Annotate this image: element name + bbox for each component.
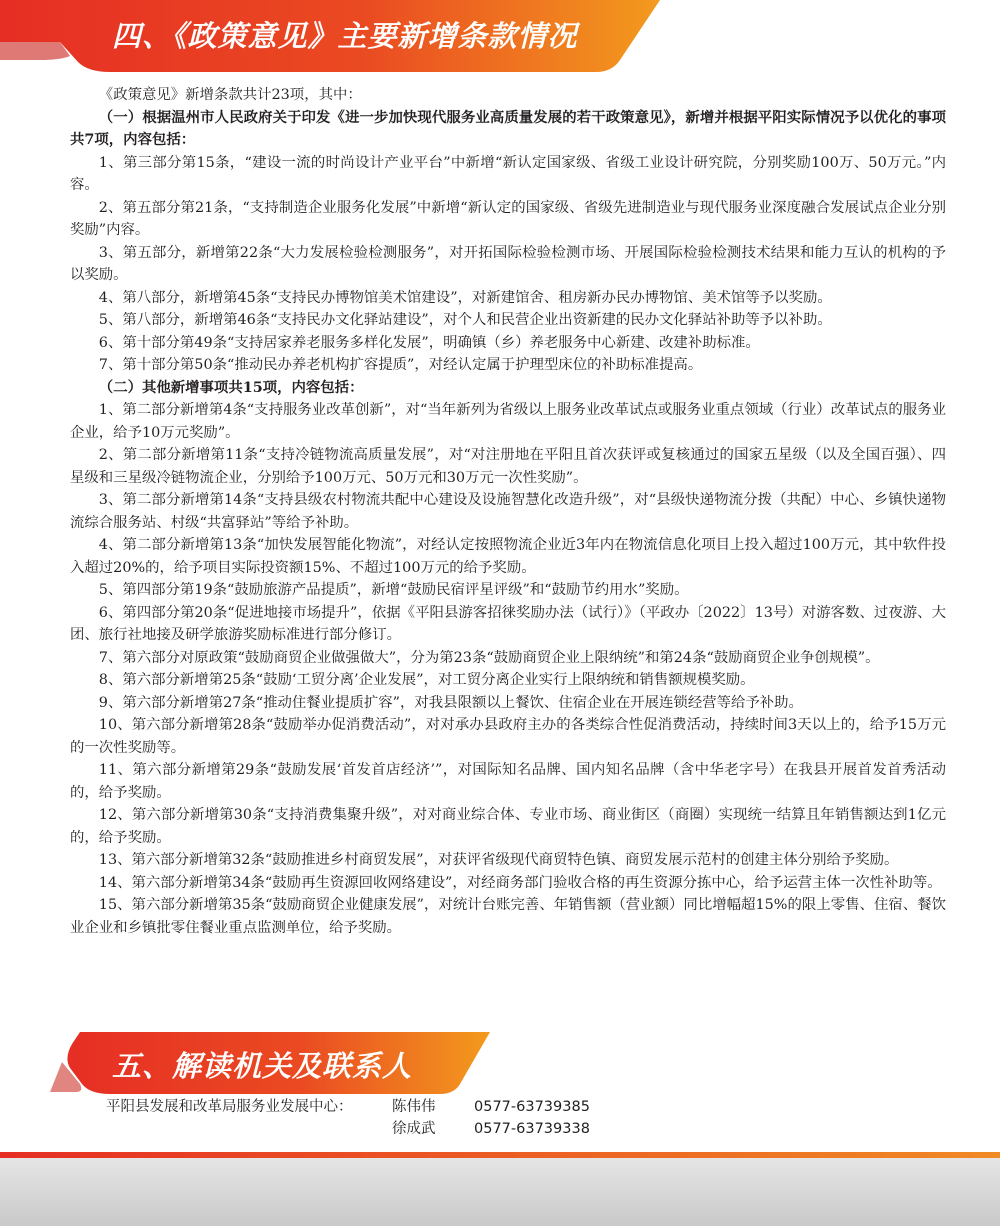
section-5-banner	[0, 1022, 500, 1096]
footer-decoration	[0, 1152, 1000, 1226]
contact-name: 陈伟伟	[392, 1099, 436, 1115]
list-item: 11、第六部分新增第29条“鼓励发展‘首发首店经济’”，对国际知名品牌、国内知名品牌（含中华老字号）在我县开展首发首秀活动的，给予奖励。	[70, 762, 946, 801]
list-item: 13、第六部分新增第32条“鼓励推进乡村商贸发展”，对获评省级现代商贸特色镇、商贸发展示范村的创建主体分别给予奖励。	[98, 852, 899, 868]
list-item: 14、第六部分新增第34条“鼓励再生资源回收网络建设”，对经商务部门验收合格的再生资源分拣中心，给予运营主体一次性补助等。	[98, 874, 942, 891]
list-item: 5、第四部分第19条“鼓励旅游产品提质”，新增“鼓励民宿评星评级”和“鼓励节约用水”奖励。	[98, 582, 689, 598]
list-item: 6、第十部分第49条“支持居家养老服务多样化发展”，明确镇（乡）养老服务中心新建、改建补助标准。	[98, 334, 760, 351]
list-item: 8、第六部分新增第25条“鼓励‘工贸分离’企业发展”，对工贸分离企业实行上限纳统和销售额规模奖励。	[98, 672, 755, 688]
section-4-banner	[0, 0, 660, 74]
list-item: 5、第八部分，新增第46条“支持民办文化驿站建设”，对个人和民营企业出资新建的民办文化驿站补助等予以补助。	[98, 312, 832, 328]
contact-organization: 平阳县发展和改革局服务业发展中心：	[106, 1099, 353, 1115]
list-item: 12、第六部分新增第30条“支持消费集聚升级”，对对商业综合体、专业市场、商业街区（商圈）实现统一结算且年销售额达到1亿元的，给予奖励。	[70, 807, 946, 846]
list-item: 7、第十部分第50条“推动民办养老机构扩容提质”，对经认定属于护理型床位的补助标准提高。	[98, 357, 703, 373]
list-item: 7、第六部分对原政策“鼓励商贸企业做强做大”，分为第23条“鼓励商贸企业上限纳统”和第24条“鼓励商贸企业争创规模”。	[98, 649, 880, 666]
list-item: 9、第六部分新增第27条“推动住餐业提质扩容”，对我县限额以上餐饮、住宿企业在开展连锁经营等给予补助。	[98, 694, 803, 711]
list-item: 4、第八部分，新增第45条“支持民办博物馆美术馆建设”，对新建馆舍、租房新办民办博物馆、美术馆等予以奖励。	[98, 289, 832, 306]
list-item: 4、第二部分新增第13条“加快发展智能化物流”，对经认定按照物流企业近3年内在物流信息化项目上投入超过100万元，其中软件投入超过20%的，给予项目实际投资额15%、不超过100万元的给予奖励。	[70, 537, 946, 576]
list-item: 1、第二部分新增第4条“支持服务业改革创新”，对“当年新列为省级以上服务业改革试点或服务业重点领域（行业）改革试点的服务业企业，给予10万元奖励”。	[70, 402, 946, 441]
list-item: 2、第五部分第21条，“支持制造企业服务化发展”中新增“新认定的国家级、省级先进制造业与现代服务业深度融合发展试点企业分别奖励”内容。	[70, 199, 946, 238]
list-item: 15、第六部分新增第35条“鼓励商贸企业健康发展”，对统计台账完善、年销售额（营业额）同比增幅超15%的限上零售、住宿、餐饮业企业和乡镇批零住餐业重点监测单位，给予奖励。	[70, 897, 946, 936]
contact-phone: 0577-63739385	[474, 1099, 590, 1115]
section-5-title: 五、解读机关及联系人	[112, 1049, 413, 1083]
footer-accent-line	[0, 1152, 1000, 1158]
list-item: 1、第三部分第15条，“建设一流的时尚设计产业平台”中新增“新认定国家级、省级工业设计研究院，分别奖励100万、50万元。”内容。	[70, 154, 946, 193]
subheading-part-2: （二）其他新增事项共15项，内容包括：	[98, 378, 364, 396]
paragraph-intro: 《政策意见》新增条款共计23项，其中：	[98, 87, 362, 103]
contact-name: 徐成武	[392, 1121, 436, 1137]
list-item: 3、第二部分新增第14条“支持县级农村物流共配中心建设及设施智慧化改造升级”，对“县级快递物流分拨（共配）中心、乡镇快递物流综合服务站、村级“共富驿站”等给予补助。	[70, 492, 946, 531]
list-item: 10、第六部分新增第28条“鼓励举办促消费活动”，对对承办县政府主办的各类综合性促消费活动，持续时间3天以上的，给予15万元的一次性奖励等。	[70, 717, 946, 756]
list-item: 6、第四部分第20条“促进地接市场提升”，依据《平阳县游客招徕奖励办法（试行）》（平政办〔2022〕13号）对游客数、过夜游、大团、旅行社地接及研学旅游奖励标准进行部分修订。	[70, 604, 946, 643]
list-item: 2、第二部分新增第11条“支持冷链物流高质量发展”，对“对注册地在平阳且首次获评或复核通过的国家五星级（以及全国百强）、四星级和三星级冷链物流企业，分别给予100万元、50万元和30万元一次性奖励”。	[70, 447, 946, 486]
contact-phone: 0577-63739338	[474, 1121, 590, 1137]
section-4-content	[70, 84, 946, 939]
subheading-part-1: （一）根据温州市人民政府关于印发《进一步加快现代服务业高质量发展的若干政策意见》，新增并根据平阳实际情况予以优化的事项共7项，内容包括：	[70, 108, 946, 148]
list-item: 3、第五部分，新增第22条“大力发展检验检测服务”，对开拓国际检验检测市场、开展国际检验检测技术结果和能力互认的机构的予以奖励。	[70, 244, 946, 283]
section-4-title: 四、《政策意见》主要新增条款情况	[112, 19, 578, 53]
